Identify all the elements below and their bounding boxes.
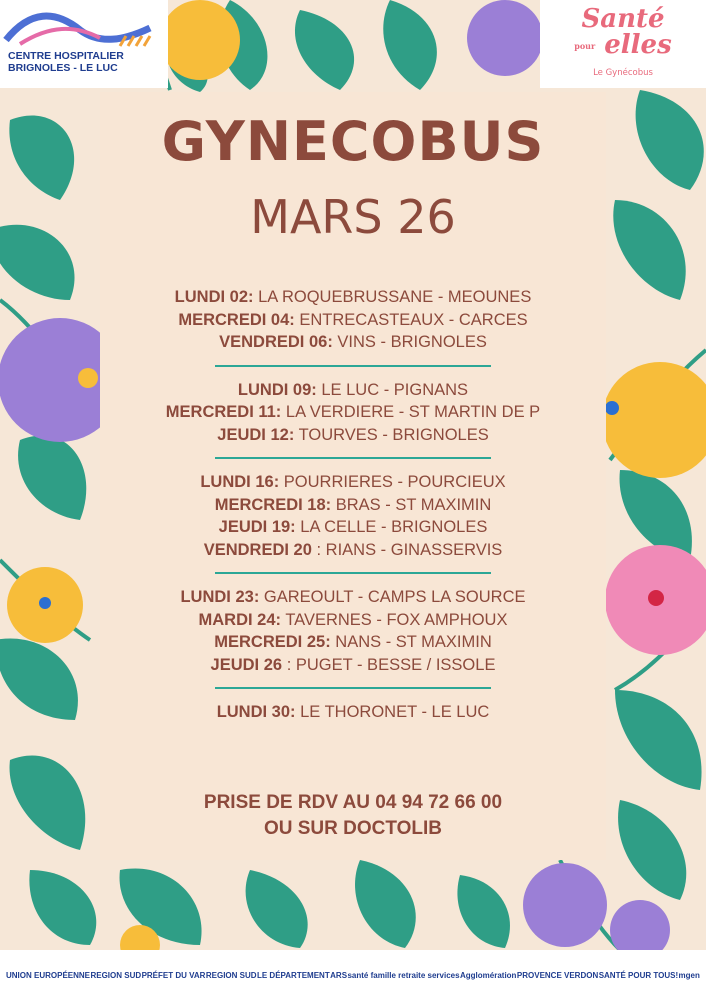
sante-pour-elles-wordmark: Santé pour elles bbox=[574, 4, 672, 60]
month-subtitle: MARS 26 bbox=[250, 190, 456, 244]
schedule-row bbox=[100, 609, 606, 632]
schedule-places: GAREOULT - CAMPS LA SOURCE bbox=[263, 588, 526, 606]
schedule-places: POURRIERES - POURCIEUX bbox=[283, 473, 506, 491]
leaf-decoration bbox=[355, 860, 416, 948]
schedule-day: MERCREDI 11: bbox=[165, 403, 282, 421]
leaf-decoration bbox=[618, 800, 686, 900]
leaf-decoration bbox=[0, 638, 78, 720]
schedule-day: MERCREDI 18: bbox=[214, 495, 332, 514]
sante-pour-elles-logo bbox=[540, 0, 706, 88]
schedule-group bbox=[100, 471, 606, 561]
schedule-day: VENDREDI 20 bbox=[203, 540, 312, 559]
schedule-day: LUNDI 09: bbox=[237, 380, 317, 399]
schedule-row bbox=[100, 654, 606, 677]
sponsor-logos-bar bbox=[0, 950, 706, 1000]
schedule-separator bbox=[215, 687, 491, 689]
schedule-places: NANS - ST MAXIMIN bbox=[335, 633, 492, 651]
schedule-day: LUNDI 02: bbox=[174, 288, 254, 306]
schedule-row bbox=[100, 586, 606, 609]
page-title: GYNECOBUS bbox=[161, 110, 545, 173]
schedule-places: VINS - BRIGNOLES bbox=[337, 333, 487, 351]
leaf-decoration bbox=[10, 756, 86, 850]
sponsor-logo: PRÉFET DU VAR bbox=[141, 970, 206, 980]
schedule-separator bbox=[215, 457, 491, 459]
leaf-decoration bbox=[246, 870, 308, 948]
schedule-separator bbox=[215, 572, 491, 574]
schedule-group bbox=[100, 586, 606, 676]
schedule-separator bbox=[215, 365, 491, 367]
leaf-decoration bbox=[636, 90, 704, 190]
schedule-row bbox=[100, 424, 606, 447]
schedule-row bbox=[100, 286, 606, 309]
schedule-day: JEUDI 12: bbox=[217, 425, 295, 444]
schedule-day: VENDREDI 06: bbox=[219, 333, 333, 351]
sponsor-logo: santé famille retraite services bbox=[347, 970, 460, 980]
hospital-name: CENTRE HOSPITALIER BRIGNOLES - LE LUC bbox=[8, 50, 124, 74]
sponsor-logo: UNION EUROPÉENNE bbox=[6, 970, 91, 980]
sponsor-logo: REGION SUD bbox=[90, 970, 142, 980]
schedule-day: LUNDI 16: bbox=[200, 473, 280, 491]
schedule-row bbox=[100, 331, 606, 354]
schedule-places: LA CELLE - BRIGNOLES bbox=[300, 518, 488, 536]
leaf-decoration bbox=[18, 435, 86, 520]
schedule-row bbox=[100, 379, 606, 402]
sante-pour-elles-subtitle: Le Gynécobus bbox=[593, 68, 653, 78]
leaf-decoration bbox=[615, 690, 702, 790]
schedule-day: JEUDI 26 bbox=[210, 655, 283, 674]
sponsor-logo: mgen bbox=[678, 970, 700, 980]
booking-phone: PRISE DE RDV AU 04 94 72 66 00 bbox=[203, 792, 503, 813]
schedule-row bbox=[100, 401, 606, 424]
schedule-places: TAVERNES - FOX AMPHOUX bbox=[285, 610, 508, 629]
schedule-places: BRAS - ST MAXIMIN bbox=[335, 495, 492, 514]
sponsor-logo: SANTÉ POUR TOUS! bbox=[598, 970, 679, 980]
schedule-day: LUNDI 30: bbox=[216, 703, 296, 721]
leaf-decoration bbox=[295, 10, 354, 90]
booking-doctolib: OU SUR DOCTOLIB bbox=[263, 818, 443, 839]
schedule-places: TOURVES - BRIGNOLES bbox=[298, 425, 489, 444]
schedule-places: : PUGET - BESSE / ISSOLE bbox=[286, 655, 496, 674]
schedule-places: LA ROQUEBRUSSANE - MEOUNES bbox=[258, 288, 532, 306]
schedule-places: LE LUC - PIGNANS bbox=[321, 380, 469, 399]
schedule-row bbox=[100, 701, 606, 724]
sponsor-logo: LE DÉPARTEMENT bbox=[256, 970, 330, 980]
schedule-row bbox=[100, 494, 606, 517]
schedule-row bbox=[100, 631, 606, 654]
schedule-group bbox=[100, 379, 606, 447]
schedule-day: MERCREDI 25: bbox=[214, 633, 331, 651]
schedule-row bbox=[100, 516, 606, 539]
hospital-logo-mark bbox=[0, 0, 168, 50]
leaf-decoration bbox=[0, 225, 75, 300]
schedule-row bbox=[100, 309, 606, 332]
leaf-decoration bbox=[29, 870, 96, 945]
yellow-flower bbox=[160, 0, 240, 80]
schedule-row bbox=[100, 471, 606, 494]
sponsor-logo: ARS bbox=[330, 970, 348, 980]
purple-flower bbox=[467, 0, 543, 76]
sponsor-logo: REGION SUD bbox=[205, 970, 257, 980]
leaf-decoration bbox=[9, 115, 74, 200]
schedule-places: LE THORONET - LE LUC bbox=[300, 703, 490, 721]
schedule-group bbox=[100, 286, 606, 354]
hospital-logo bbox=[0, 0, 168, 88]
schedule-list bbox=[100, 286, 606, 724]
schedule-day: JEUDI 19: bbox=[218, 518, 296, 536]
sponsor-logo: Agglomération bbox=[460, 970, 517, 980]
booking-info bbox=[100, 790, 606, 842]
leaf-decoration bbox=[613, 200, 685, 300]
schedule-day: MARDI 24: bbox=[198, 610, 282, 629]
schedule-places: ENTRECASTEAUX - CARCES bbox=[299, 310, 528, 329]
schedule-day: MERCREDI 04: bbox=[178, 310, 295, 329]
schedule-places: : RIANS - GINASSERVIS bbox=[316, 540, 503, 559]
schedule-row bbox=[100, 539, 606, 562]
schedule-day: LUNDI 23: bbox=[180, 588, 260, 606]
leaf-decoration bbox=[457, 875, 510, 948]
schedule-places: LA VERDIERE - ST MARTIN DE P bbox=[285, 403, 541, 421]
sponsor-logo: PROVENCE VERDON bbox=[516, 970, 599, 980]
leaf-decoration bbox=[383, 0, 437, 90]
schedule-group bbox=[100, 701, 606, 724]
